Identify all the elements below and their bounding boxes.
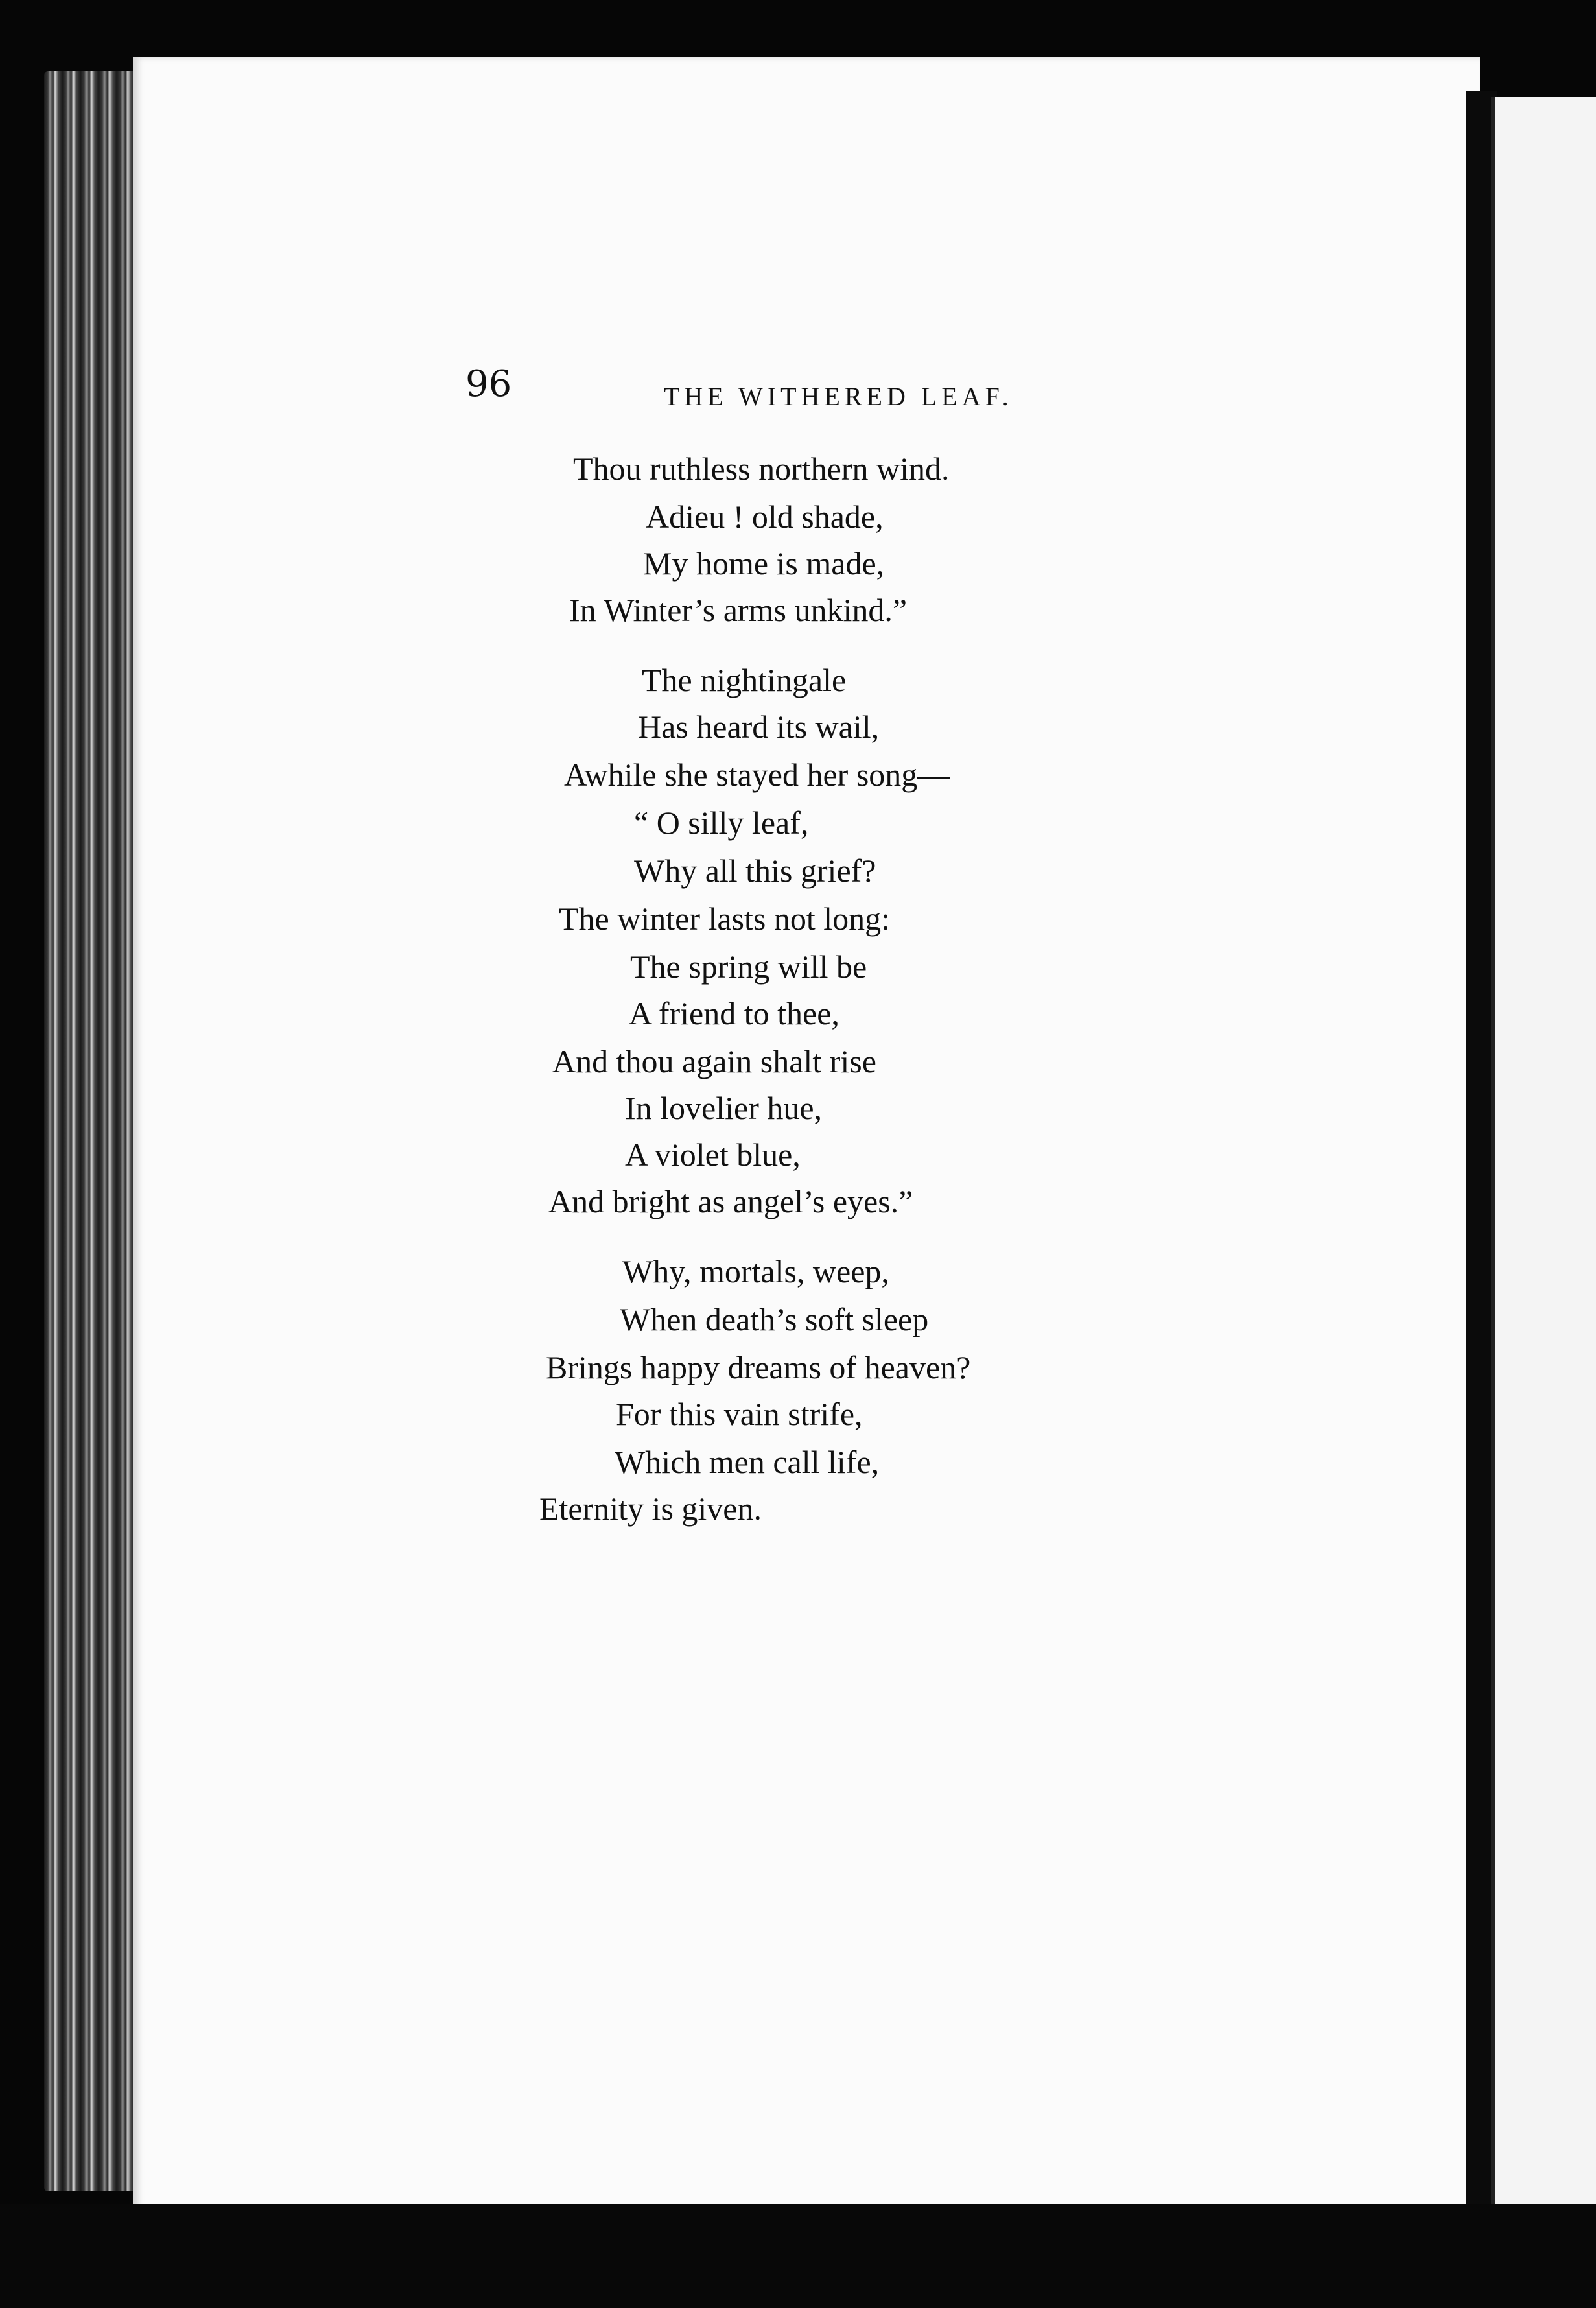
poem-line: For this vain strife, (616, 1396, 863, 1432)
page-number: 96 (465, 363, 512, 405)
facing-page-edge (1491, 97, 1596, 2211)
poem-line: And bright as angel’s eyes.” (548, 1183, 913, 1219)
poem-line: Brings happy dreams of heaven? (546, 1349, 971, 1385)
scan-background (0, 2204, 1596, 2308)
running-title: THE WITHERED LEAF. (664, 382, 1013, 411)
poem-line: In lovelier hue, (625, 1090, 823, 1126)
poem-line: Why, mortals, weep, (622, 1253, 889, 1289)
poem-line: Which men call life, (615, 1444, 880, 1480)
poem-line: The nightingale (642, 662, 847, 698)
poem-line: My home is made, (643, 545, 885, 582)
poem-line: The spring will be (630, 948, 867, 985)
poem-line: A violet blue, (625, 1136, 801, 1173)
poem-line: Why all this grief? (634, 853, 876, 889)
poem-line: The winter lasts not long: (559, 901, 891, 937)
poem-line: Has heard its wail, (638, 709, 880, 745)
poem-line: Eternity is given. (539, 1490, 762, 1527)
poem-line: A friend to thee, (629, 995, 839, 1031)
poem-line: Thou ruthless northern wind. (573, 451, 950, 487)
poem-line: “ O silly leaf, (634, 805, 809, 841)
poem-line: Adieu ! old shade, (646, 499, 884, 535)
book-page (133, 57, 1480, 2209)
poem-line: In Winter’s arms unkind.” (569, 592, 908, 628)
poem-line: When death’s soft sleep (620, 1301, 929, 1337)
poem-line: Awhile she stayed her song— (564, 757, 950, 793)
poem-line: And thou again shalt rise (552, 1043, 876, 1079)
